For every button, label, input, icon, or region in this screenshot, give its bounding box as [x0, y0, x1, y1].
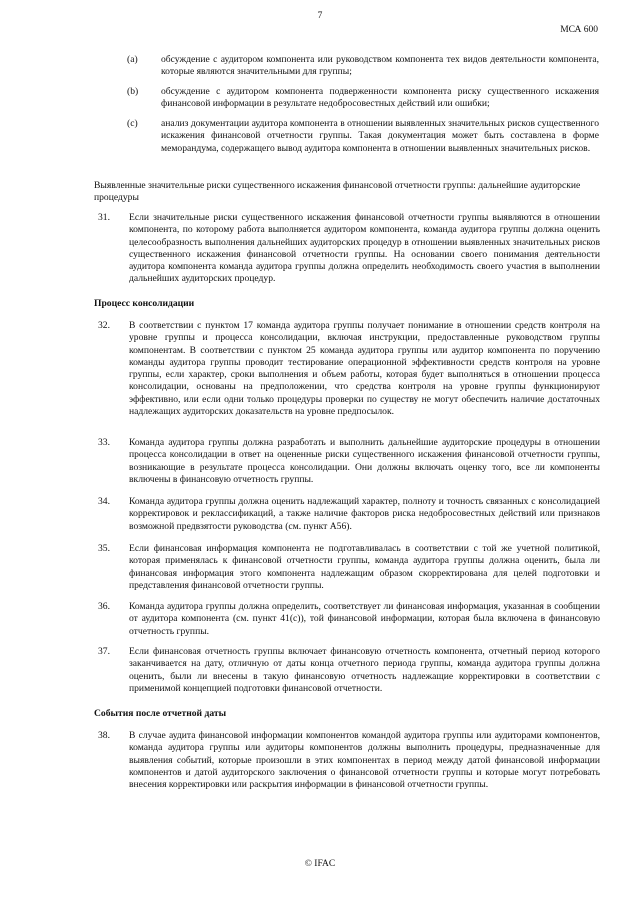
list-item-text: обсуждение с аудитором компонента или руководством компонента тех видов деятельности компонента, которые являются значительными для группы;: [161, 54, 599, 78]
paragraph-text: Если финансовая информация компонента не подготавливалась в соответствии с той же учетной политикой, которая применялась к финансовой отчетности группы, команда аудитора группы должна оценить, была ли финансовая информация этого компонента надлежащим образом скорректирована для целей подготовки и представления финансовой отчетности группы.: [129, 543, 600, 591]
paragraph-number: 35.: [98, 543, 110, 554]
paragraph-text: Команда аудитора группы должна разработать и выполнить дальнейшие аудиторские процедуры в отношении процесса консолидации в ответ на оцененные риски существенного искажения финансовой отчетности группы, возникающие в результате процесса консолидации. Они должны включать оценку того, все ли компоненты включены в финансовую отчетность группы.: [129, 437, 600, 485]
list-item-label: (b): [127, 86, 139, 97]
page-number: 7: [317, 11, 323, 21]
paragraph-text: В случае аудита финансовой информации компонентов командой аудитора группы или аудиторами компонентов, команда аудитора группы или аудиторы компонентов должны выполнить процедуры, предназначенные для выявления событий, которые произошли в этих компонентах в период между датой финансовой информации компонентов и датой аудиторского заключения о финансовой отчетности группы и которые могут потребовать внесения корректировки или раскрытия информации в финансовой отчетности группы.: [129, 730, 600, 791]
list-item-label: (c): [127, 118, 138, 129]
paragraph-number: 33.: [98, 437, 110, 448]
paragraph-number: 32.: [98, 320, 110, 331]
paragraph-text: Если значительные риски существенного искажения финансовой отчетности группы выявляются в отношении компонента, по которому работа выполняется аудитором компонента, команда аудитора группы должна оценить целесообразность выполнения дальнейших аудиторских процедур в отношении выявленных значительных рисков существенного искажения финансовой отчетности группы. На основании своего понимания деятельности аудитора компонента команда аудитора группы должна определить необходимость своего участия в выполнении дальнейших аудиторских процедур.: [129, 212, 600, 285]
paragraph-number: 31.: [98, 212, 110, 223]
list-item-text: обсуждение с аудитором компонента подверженности компонента риску существенного искажения финансовой информации в результате недобросовестных действий или ошибки;: [161, 86, 599, 110]
section-heading-events: События после отчетной даты: [94, 708, 227, 719]
paragraph-number: 36.: [98, 601, 110, 612]
list-item-text: анализ документации аудитора компонента в отношении выявленных значительных рисков существенного искажения финансовой отчетности группы. Такая документация может быть составлена в форме меморандума, содержащего вывод аудитора компонента в отношении выявленных значительных рисков.: [161, 118, 599, 154]
paragraph-number: 34.: [98, 496, 110, 507]
paragraph-number: 37.: [98, 646, 110, 657]
section-heading-consolidation: Процесс консолидации: [94, 298, 195, 309]
footer-copyright: © IFAC: [304, 859, 336, 869]
document-code: МСА 600: [560, 25, 598, 35]
list-item-label: (a): [127, 54, 138, 65]
paragraph-text: Команда аудитора группы должна определить, соответствует ли финансовая информация, указанная в сообщении от аудитора компонента (см. пункт 41(с)), той финансовой информации, которая была включена в финансовую отчетность группы.: [129, 601, 600, 637]
section-heading-risks: Выявленные значительные риски существенного искажения финансовой отчетности группы: дальнейшие аудиторские процедуры: [94, 180, 581, 204]
paragraph-text: В соответствии с пунктом 17 команда аудитора группы получает понимание в отношении средств контроля на уровне группы и процесса консолидации, включая инструкции, предоставленные руководством группы компонентам. В соответствии с пунктом 25 команда аудитора группы или аудитор компонента по поручению команды аудитора группы проводит тестирование операционной эффективности средств контроля на уровне группы, если характер, сроки выполнения и объем работы, которая будет выполняться в отношении процесса консолидации, основаны на предположении, что средства контроля на уровне группы функционируют эффективно, или если одни только процедуры проверки по существу не могут обеспечить наличие достаточных надлежащих аудиторских доказательств на уровне предпосылок.: [129, 320, 600, 418]
paragraph-text: Команда аудитора группы должна оценить надлежащий характер, полноту и точность связанных с консолидацией корректировок и реклассификаций, а также наличие факторов риска недобросовестных действий или признаков возможной предвзятости руководства (см. пункт А56).: [129, 496, 600, 532]
paragraph-text: Если финансовая отчетность группы включает финансовую отчетность компонента, отчетный период которого заканчивается на дату, отличную от даты конца отчетного периода группы, команда аудитора группы должна оценить, были ли внесены в такую финансовую отчетность надлежащие корректировки в соответствии с применимой концепцией подготовки финансовой отчетности.: [129, 646, 600, 694]
paragraph-number: 38.: [98, 730, 110, 741]
